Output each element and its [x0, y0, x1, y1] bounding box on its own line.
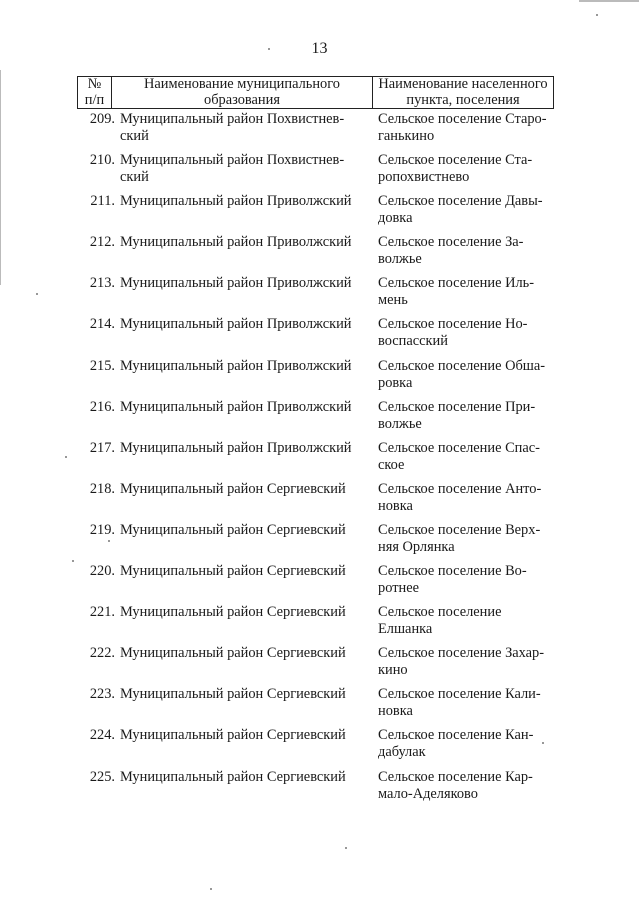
table-row — [77, 111, 554, 152]
table-row — [77, 522, 554, 563]
row-settlement: Сельское поселение Захар- кино — [378, 645, 545, 679]
row-municipality: Муниципальный район Сергиевский — [120, 645, 346, 662]
scan-edge-line — [0, 70, 1, 285]
table-row — [77, 727, 554, 768]
scan-speck — [345, 847, 347, 849]
row-municipality: Муниципальный район Приволжский — [120, 439, 352, 456]
table-body — [77, 111, 554, 810]
row-settlement: Сельское поселение Но- воспасский — [378, 316, 528, 350]
table-row — [77, 686, 554, 727]
table-row — [77, 275, 554, 316]
table-row — [77, 152, 554, 193]
row-number: 220. — [89, 563, 115, 580]
row-number: 215. — [89, 357, 115, 374]
row-settlement: Сельское поселение Кар- мало-Аделяково — [378, 768, 533, 802]
row-number: 210. — [89, 152, 115, 169]
row-municipality: Муниципальный район Приволжский — [120, 275, 352, 292]
row-settlement: Сельское поселение Спас- ское — [378, 439, 540, 473]
table-row — [77, 563, 554, 604]
header-number: № п/п — [78, 77, 112, 108]
row-settlement: Сельское поселение Иль- мень — [378, 275, 534, 309]
row-settlement: Сельское поселение Ста- ропохвистнево — [378, 152, 533, 186]
table-row — [77, 769, 554, 810]
row-municipality: Муниципальный район Приволжский — [120, 316, 352, 333]
row-municipality: Муниципальный район Сергиевский — [120, 604, 346, 621]
table-row — [77, 316, 554, 357]
row-number: 224. — [89, 727, 115, 744]
row-number: 213. — [89, 275, 115, 292]
scan-speck — [268, 48, 270, 50]
row-settlement: Сельское поселение Кан- дабулак — [378, 727, 534, 761]
row-municipality: Муниципальный район Приволжский — [120, 398, 352, 415]
row-number: 217. — [89, 439, 115, 456]
row-municipality: Муниципальный район Сергиевский — [120, 563, 346, 580]
table-row — [77, 193, 554, 234]
row-municipality: Муниципальный район Сергиевский — [120, 686, 346, 703]
row-number: 219. — [89, 521, 115, 538]
row-municipality: Муниципальный район Сергиевский — [120, 768, 346, 785]
row-municipality: Муниципальный район Похвистнев- ский — [120, 152, 345, 186]
row-settlement: Сельское поселение Давы- довка — [378, 193, 543, 227]
scan-speck — [542, 742, 544, 744]
table-row — [77, 358, 554, 399]
table-row — [77, 604, 554, 645]
scan-speck — [108, 540, 110, 542]
row-settlement: Сельское поселение За- волжье — [378, 234, 524, 268]
settlements-table — [77, 76, 554, 810]
table-row — [77, 399, 554, 440]
row-municipality: Муниципальный район Приволжский — [120, 193, 352, 210]
row-settlement: Сельское поселение Анто- новка — [378, 480, 542, 514]
scan-speck — [36, 293, 38, 295]
scan-speck — [596, 14, 598, 16]
table-row — [77, 481, 554, 522]
header-settlement: Наименование населенного пункта, поселения — [378, 76, 548, 108]
table-row — [77, 645, 554, 686]
row-municipality: Муниципальный район Приволжский — [120, 234, 352, 251]
table-row — [77, 234, 554, 275]
row-settlement: Сельское поселение Обша- ровка — [378, 357, 546, 391]
table-row — [77, 440, 554, 481]
scan-speck — [65, 456, 67, 458]
row-number: 209. — [89, 111, 115, 127]
row-settlement: Сельское поселение Во- ротнее — [378, 563, 527, 597]
scan-speck — [72, 560, 74, 562]
row-number: 214. — [89, 316, 115, 333]
row-number: 216. — [89, 398, 115, 415]
row-number: 211. — [90, 193, 115, 210]
row-number: 221. — [89, 604, 115, 621]
row-settlement: Сельское поселение При- волжье — [378, 398, 536, 432]
row-municipality: Муниципальный район Похвистнев- ский — [120, 111, 345, 144]
row-number: 222. — [89, 645, 115, 662]
row-municipality: Муниципальный район Сергиевский — [120, 727, 346, 744]
page-number: 13 — [311, 40, 328, 57]
row-number: 212. — [89, 234, 115, 251]
scan-speck — [210, 888, 212, 890]
row-number: 225. — [89, 768, 115, 785]
row-number: 223. — [89, 686, 115, 703]
row-municipality: Муниципальный район Сергиевский — [120, 480, 346, 497]
header-municipality: Наименование муниципального образования — [112, 77, 373, 108]
row-municipality: Муниципальный район Сергиевский — [120, 521, 346, 538]
row-settlement: Сельское поселение Кали- новка — [378, 686, 541, 720]
row-number: 218. — [89, 480, 115, 497]
row-settlement: Сельское поселение Старо- ганькино — [378, 111, 547, 144]
row-settlement: Сельское поселение Верх- няя Орлянка — [378, 521, 541, 555]
table-header — [77, 76, 554, 109]
scan-edge-mark — [579, 0, 639, 2]
row-municipality: Муниципальный район Приволжский — [120, 357, 352, 374]
row-settlement: Сельское поселение Елшанка — [378, 604, 502, 638]
